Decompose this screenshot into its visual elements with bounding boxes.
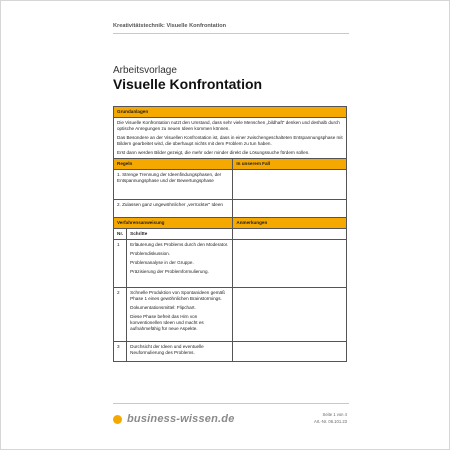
page-info bbox=[314, 412, 347, 425]
in-unserem-fall-heading: In unserem Fall bbox=[233, 158, 347, 169]
verfahren-header-row bbox=[114, 217, 347, 228]
regeln-heading: Regeln bbox=[114, 158, 233, 169]
regel-note-cell[interactable] bbox=[233, 169, 347, 199]
worksheet-table bbox=[113, 106, 347, 362]
step-text bbox=[127, 239, 233, 287]
regel-note-cell[interactable] bbox=[233, 199, 347, 217]
header-divider bbox=[113, 33, 349, 34]
grundlagen-heading: Grundanlagen bbox=[114, 107, 347, 118]
step-number: 3 bbox=[114, 341, 127, 361]
step-row bbox=[114, 287, 347, 341]
step-note-cell[interactable] bbox=[233, 287, 347, 341]
step-paragraph: Diese Phase befreit das Hirn von konventionellen Ideen und macht es aufnahmefähig für neue Aspekte. bbox=[130, 313, 204, 331]
verfahren-subheader-row bbox=[114, 228, 347, 239]
grundlagen-paragraph: Die Visuelle Konfrontation nutzt den Umstand, dass sehr viele Menschen „bildhaft“ denken und deshalb durch optische Anregungen zu neuen Ideen kommen können. bbox=[117, 119, 340, 131]
regel-row bbox=[114, 169, 347, 199]
step-text bbox=[127, 287, 233, 341]
brand-logo bbox=[113, 413, 235, 425]
article-number: Art.-Nr. 06.101.23 bbox=[313, 418, 347, 424]
verfahren-heading: Verfahrensanweisung bbox=[114, 217, 233, 228]
step-row bbox=[114, 239, 347, 287]
step-number: 2 bbox=[114, 287, 127, 341]
step-text bbox=[127, 341, 233, 361]
nr-heading: Nr. bbox=[114, 228, 127, 239]
anmerkungen-heading: Anmerkungen bbox=[233, 217, 347, 228]
step-paragraph: Durchsicht der Ideen und eventuelle Neuformulierung des Problems. bbox=[130, 343, 204, 355]
document-subtitle: Arbeitsvorlage bbox=[113, 65, 177, 76]
step-paragraph: Problemanalyse in der Gruppe. bbox=[130, 259, 194, 265]
step-number: 1 bbox=[114, 239, 127, 287]
logo-text: business-wissen.de bbox=[127, 413, 235, 425]
step-paragraph: Erläuterung des Problems durch den Moderator. bbox=[130, 241, 229, 247]
regel-text: 2. Zulassen ganz ungewöhnlicher „verrückter“ Ideen bbox=[114, 199, 233, 217]
logo-dot-icon bbox=[113, 415, 122, 424]
step-note-cell[interactable] bbox=[233, 239, 347, 287]
step-paragraph: Präzisierung der Problemformulierung. bbox=[130, 268, 209, 274]
step-row bbox=[114, 341, 347, 361]
page-number: Seite 1 von 4 bbox=[322, 412, 347, 417]
step-paragraph: Dokumentationsmittel: Flipchart. bbox=[130, 304, 196, 310]
running-header: Kreativitätstechnik: Visuelle Konfrontation bbox=[113, 23, 227, 29]
regeln-header-row bbox=[114, 158, 347, 169]
footer-divider bbox=[113, 403, 349, 404]
grundlagen-paragraph: Erst dann werden Bilder gezeigt, die mehr oder minder direkt die Lösungssuche fördern sollen. bbox=[117, 149, 310, 155]
grundlagen-text bbox=[114, 117, 347, 158]
regel-text: 1. Strenge Trennung der Ideenfindungsphasen, der Entspannungsphase und der Bewertungsphase bbox=[114, 169, 233, 199]
step-paragraph: Schnelle Produktion von Spontanideen gemäß Phase 1 eines gewöhnlichen Brainstormings. bbox=[130, 289, 225, 301]
document-title: Visuelle Konfrontation bbox=[113, 76, 263, 92]
grundlagen-header-row bbox=[114, 107, 347, 118]
anmerkungen-subheader-cell bbox=[233, 228, 347, 239]
schritte-heading: Schritte bbox=[127, 228, 233, 239]
step-paragraph: Problemdiskussion. bbox=[130, 250, 170, 256]
step-note-cell[interactable] bbox=[233, 341, 347, 361]
grundlagen-paragraph: Das Besondere an der Visuellen Konfrontation ist, dass in einer zwischengeschalteten Entspannungsphase mit Bildern gearbeitet wird, die überhaupt nichts mit dem Problem zu tun haben. bbox=[117, 134, 343, 146]
grundlagen-body-row bbox=[114, 117, 347, 158]
regel-row bbox=[114, 199, 347, 217]
